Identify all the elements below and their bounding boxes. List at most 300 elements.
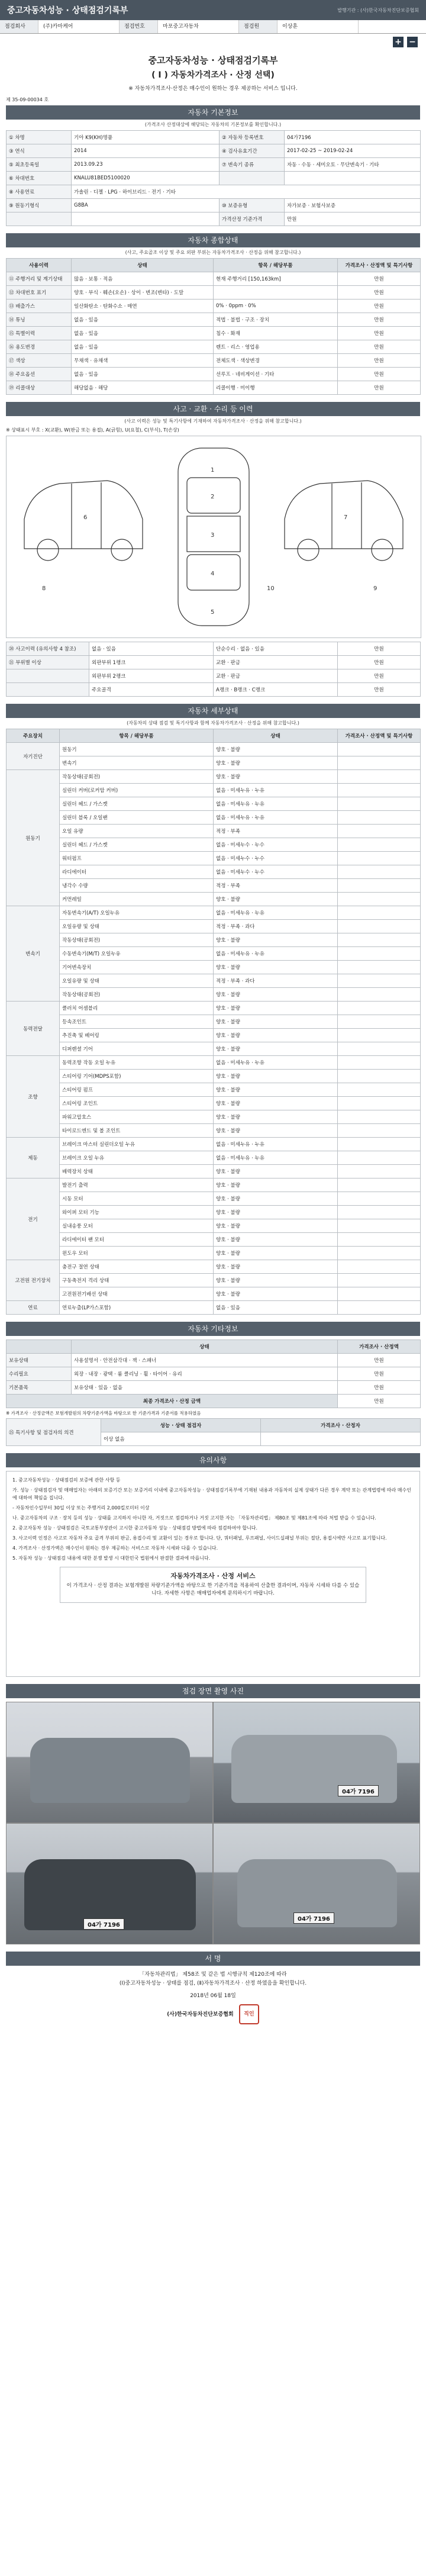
cell-label	[220, 172, 285, 185]
table-row	[7, 1151, 421, 1165]
table-row	[7, 1395, 421, 1408]
item-state: 양호 · 불량	[214, 743, 338, 756]
item-state: 양호 · 불량	[214, 961, 338, 974]
item-state: 없음 · 미세누수 · 누수	[214, 865, 338, 879]
info-value: (주)카마케어	[38, 20, 120, 33]
region-label: 10	[267, 585, 275, 592]
table-row	[7, 340, 421, 354]
official-seal: 직인	[239, 2004, 259, 2024]
item-label: 타이로드엔드 및 볼 조인트	[60, 1124, 214, 1138]
total-unit: 만원	[338, 1395, 421, 1408]
section-detail-title: 자동차 세부상태	[6, 704, 420, 718]
summary-table	[6, 258, 421, 395]
cell-value: 없음 · 있음	[72, 340, 214, 354]
cell-value: 무채색 · 유채색	[72, 354, 214, 368]
item-price	[338, 756, 421, 770]
form-heading	[0, 50, 426, 96]
item-state: 적정 · 부족 · 과다	[214, 974, 338, 988]
cell-value: 가솔린 · 디젤 · LPG · 하이브리드 · 전기 · 기타	[72, 185, 421, 199]
section-sign-title: 서 명	[6, 1952, 420, 1966]
zoom-out-button[interactable]: −	[407, 37, 418, 47]
item-label: 스티어링 기어(MDPS포함)	[60, 1070, 214, 1083]
table-row	[7, 669, 421, 683]
item-state: 양호 · 불량	[214, 1247, 338, 1260]
cell-value: 보유상태 · 있음 · 없음	[72, 1381, 338, 1395]
cell-value: 사용설명서 · 안전삼각대 · 잭 · 스패너	[72, 1354, 338, 1367]
notice-paragraph: 2. 중고자동차 성능 · 상태점검은 국토교통부장관이 고시한 중고자동차 성능 · 상태점검 방법에 따라 점검하여야 합니다.	[12, 1525, 258, 1531]
inspection-info-row	[0, 20, 426, 34]
table-row	[7, 656, 421, 669]
table-row	[7, 381, 421, 395]
device-group-label: 원동기	[7, 770, 60, 906]
zoom-tools	[0, 34, 426, 50]
item-price	[338, 1042, 421, 1056]
cell-label: ② 자동차 등록번호	[220, 131, 285, 144]
item-price	[338, 1083, 421, 1097]
table-header-row	[7, 1340, 421, 1354]
valuation-service-box	[60, 1567, 366, 1603]
table-row	[7, 797, 421, 811]
table-row	[7, 286, 421, 300]
cell-label: ⑭ 튜닝	[7, 313, 72, 327]
item-label: 추진축 및 베어링	[60, 1029, 214, 1042]
cell-label: 가격산정 기준가격	[220, 212, 285, 226]
sign-line: (Ⅰ)중고자동차성능 · 상태를 점검, (Ⅱ)자동차가격조사 · 산정 하였음을 확인합니다.	[119, 1981, 307, 1986]
item-label: 원동기	[60, 743, 214, 756]
cell-label: 기본품목	[7, 1381, 72, 1395]
table-row	[7, 300, 421, 313]
cell-value: 외판부위 2랭크	[89, 669, 214, 683]
device-group-label: 전기	[7, 1178, 60, 1260]
item-price	[338, 933, 421, 947]
license-plate: 04가 7196	[83, 1918, 124, 1930]
table-row	[7, 327, 421, 340]
table-row	[7, 865, 421, 879]
cell-value	[214, 286, 338, 300]
item-price	[338, 1029, 421, 1042]
cell-value: 전체도색 · 색상변경	[214, 354, 338, 368]
column-header: 성능 · 상태 점검자	[101, 1419, 261, 1432]
item-price	[338, 1165, 421, 1178]
notice-text	[6, 1471, 420, 1677]
device-group-label: 자기진단	[7, 743, 60, 770]
zoom-in-button[interactable]: +	[393, 37, 404, 47]
sign-date: 2018년 06월 18일	[190, 1993, 236, 1999]
cell-label: ⑱ 주요옵션	[7, 368, 72, 381]
region-label: 8	[42, 585, 46, 592]
section-summary-note: (사고, 주요골조 이상 및 주요 외판 부위는 자동차가격조사 · 산정을 위해 참고합니다.)	[125, 250, 301, 255]
table-row	[7, 920, 421, 933]
cell-label: ④ 검사유효기간	[220, 144, 285, 158]
item-price	[338, 784, 421, 797]
item-label: 오일 유량	[60, 825, 214, 838]
table-row	[7, 368, 421, 381]
item-state: 양호 · 불량	[214, 1287, 338, 1301]
cell-price: 만원	[338, 327, 421, 340]
region-label: 9	[373, 585, 377, 592]
notice-paragraph: - 자동차인수일부터 30일 이상 또는 주행거리 2,000킬로미터 이상	[12, 1505, 150, 1511]
item-state: 없음 · 미세누유 · 누유	[214, 947, 338, 961]
table-row	[7, 811, 421, 825]
item-state: 양호 · 불량	[214, 1124, 338, 1138]
cell-value: 2013.09.23	[72, 158, 220, 172]
item-price	[338, 838, 421, 852]
cell-value: 자동 · 수동 · 세미오토 · 무단변속기 · 기타	[285, 158, 421, 172]
section-notice-title: 유의사항	[6, 1453, 420, 1467]
table-row	[7, 158, 421, 172]
item-state: 적정 · 부족	[214, 879, 338, 893]
cell-label: ⑧ 사용연료	[7, 185, 72, 199]
photo-front	[6, 1823, 213, 1944]
cell-value	[285, 172, 421, 185]
item-price	[338, 1070, 421, 1083]
item-state: 없음 · 미세누유 · 누유	[214, 811, 338, 825]
table-row	[7, 1287, 421, 1301]
item-state: 양호 · 불량	[214, 893, 338, 906]
item-label: 스티어링 조인트	[60, 1097, 214, 1110]
cell-label	[7, 212, 72, 226]
cell-value: 많음 · 보통 · 적음	[72, 272, 214, 286]
cell-value: G8BA	[72, 199, 220, 212]
table-row	[7, 185, 421, 199]
item-label: 워터펌프	[60, 852, 214, 865]
cell-value: 일산화탄소 · 탄화수소 · 매연	[72, 300, 214, 313]
item-label: 수동변속기(M/T) 오일누유	[60, 947, 214, 961]
table-row	[7, 1002, 421, 1015]
column-header: 상태	[72, 259, 214, 272]
table-row	[7, 172, 421, 185]
item-state: 양호 · 불량	[214, 933, 338, 947]
table-row	[7, 1274, 421, 1287]
item-label: 오일유량 및 상태	[60, 920, 214, 933]
notice-paragraph: 4. 가격조사 · 산정가액은 매수인이 원하는 경우 제공하는 서비스로 자동차 시세와 다를 수 있습니다.	[12, 1545, 218, 1551]
column-header: 항목 / 해당부품	[214, 259, 338, 272]
item-price	[338, 1138, 421, 1151]
cell-value: 렌트 · 리스 · 영업용	[214, 340, 338, 354]
item-label: 작동상태(공회전)	[60, 770, 214, 784]
cell-label: ⑪ 주행거리 및 계기상태	[7, 272, 72, 286]
info-label: 점검회사	[0, 20, 38, 33]
device-group-label: 변속기	[7, 906, 60, 1002]
cell-label: ⑨ 원동기형식	[7, 199, 72, 212]
device-group-label: 조향	[7, 1056, 60, 1138]
cell-label: ⑬ 배출가스	[7, 300, 72, 313]
item-state: 없음 · 미세누수 · 누수	[214, 852, 338, 865]
table-row	[7, 1110, 421, 1124]
section-photos-title: 점검 장면 촬영 사진	[6, 1684, 420, 1698]
item-state: 양호 · 불량	[214, 1206, 338, 1219]
table-row	[7, 933, 421, 947]
cell-value: 0% · 0ppm · 0%	[214, 300, 338, 313]
cell-label: ⑲ 리콜대상	[7, 381, 72, 395]
cell-label: ⑯ 용도변경	[7, 340, 72, 354]
item-state: 양호 · 불량	[214, 1274, 338, 1287]
table-row	[7, 1138, 421, 1151]
cell-price: 만원	[338, 1354, 421, 1367]
table-row	[7, 974, 421, 988]
item-price	[338, 743, 421, 756]
region-label: 6	[83, 514, 88, 521]
cell-label: 수리필요	[7, 1367, 72, 1381]
cell-price: 만원	[338, 300, 421, 313]
basic-info-table	[6, 130, 421, 226]
table-row	[7, 947, 421, 961]
table-row	[7, 1301, 421, 1315]
item-state: 없음 · 미세누유 · 누유	[214, 1056, 338, 1070]
item-label: 작동상태(공회전)	[60, 933, 214, 947]
cell-price: 만원	[338, 368, 421, 381]
item-price	[338, 1206, 421, 1219]
item-state: 양호 · 불량	[214, 1165, 338, 1178]
issuer-text: 발행기관 : (사)한국자동차진단보증협회	[337, 7, 419, 13]
item-price	[338, 811, 421, 825]
item-label: 연료누출(LP가스포함)	[60, 1301, 214, 1315]
item-state: 적정 · 부족 · 과다	[214, 920, 338, 933]
item-label: 클러치 어셈블리	[60, 1002, 214, 1015]
sign-org: (사)한국자동차진단보증협회	[167, 2011, 234, 2018]
table-row	[7, 1165, 421, 1178]
region-label: 5	[211, 609, 215, 616]
detail-table	[6, 729, 421, 1315]
column-header: 사용이력	[7, 259, 72, 272]
item-label: 실린더 블록 / 오일팬	[60, 811, 214, 825]
cell-value: A랭크 · B랭크 · C랭크	[214, 683, 338, 697]
notice-paragraph: 가. 성능 · 상태점검자 및 매매업자는 아래의 보증기간 또는 보증거리 이내에 중고자동차성능 · 상태점검기록부에 기재된 내용과 자동차의 실제 상태가 다른 경우 계약 또는 관계법령에 따라 매수인에 대하여 책임을 집니다.	[12, 1487, 411, 1500]
item-state: 양호 · 불량	[214, 1029, 338, 1042]
item-label: 브레이크 오일 누유	[60, 1151, 214, 1165]
item-state: 양호 · 불량	[214, 1260, 338, 1274]
item-state: 양호 · 불량	[214, 1233, 338, 1247]
item-price	[338, 1056, 421, 1070]
item-state: 없음 · 미세누유 · 누유	[214, 1151, 338, 1165]
table-row	[7, 1056, 421, 1070]
table-row	[7, 1367, 421, 1381]
item-price	[338, 770, 421, 784]
item-label: 작동상태(공회전)	[60, 988, 214, 1002]
item-price	[338, 961, 421, 974]
column-header: 가격조사 · 산정액 및 특기사항	[338, 729, 421, 743]
section-accident-note: (사고 이력은 성능 및 특기사항에 기재하여 자동차가격조사 · 산정을 위해 참고합니다.)	[124, 418, 302, 424]
item-price	[338, 906, 421, 920]
table-header-row	[7, 259, 421, 272]
accident-table	[6, 642, 421, 697]
item-state: 없음 · 미세누유 · 누유	[214, 797, 338, 811]
sign-org-wrap	[0, 2004, 426, 2024]
item-label: 스티어링 펌프	[60, 1083, 214, 1097]
item-price	[338, 1097, 421, 1110]
item-price	[338, 865, 421, 879]
item-label: 동력조향 작동 오일 누유	[60, 1056, 214, 1070]
item-label: 실린더 커버(로커암 커버)	[60, 784, 214, 797]
cell-value: 교환 · 판금	[214, 656, 338, 669]
item-label: 변속기	[60, 756, 214, 770]
table-row	[7, 825, 421, 838]
table-row	[7, 838, 421, 852]
cell-value: 주요골격	[89, 683, 214, 697]
item-price	[338, 1274, 421, 1287]
table-row	[7, 784, 421, 797]
car-outline-svg	[7, 436, 421, 637]
item-price	[338, 1233, 421, 1247]
item-price	[338, 974, 421, 988]
car-shape	[30, 1738, 190, 1803]
cell-value: 적법 · 불법 · 구조 · 장치	[214, 313, 338, 327]
notice-paragraph: 3. 사고이력 인정은 사고로 자동차 주요 골격 부위의 판금, 용접수리 및 교환이 있는 경우로 합니다. 단, 쿼터패널, 루프패널, 사이드실패널 부위는 절단, 용접시에만 사고로 표기합니다.	[12, 1535, 387, 1541]
table-row	[7, 131, 421, 144]
photo-rear	[213, 1823, 420, 1944]
item-state: 양호 · 불량	[214, 1178, 338, 1192]
item-state: 양호 · 불량	[214, 1097, 338, 1110]
cell-price: 만원	[338, 1381, 421, 1395]
special-label: ㉕ 특기사항 및 점검자의 의견	[7, 1419, 101, 1446]
cell-value: 현재 주행거리 [150,163km]	[214, 272, 338, 286]
item-price	[338, 1287, 421, 1301]
item-price	[338, 1301, 421, 1315]
item-label: 배력장치 상태	[60, 1165, 214, 1178]
item-label: 시동 모터	[60, 1192, 214, 1206]
item-label: 등속조인트	[60, 1015, 214, 1029]
cell-price: 만원	[338, 669, 421, 683]
license-plate: 04가 7196	[293, 1912, 334, 1924]
item-label: 냉각수 수량	[60, 879, 214, 893]
cell-value: KNALU81BED5100020	[72, 172, 220, 185]
cell-label: ⑦ 변속기 종류	[220, 158, 285, 172]
table-row	[7, 1042, 421, 1056]
sign-line: 「자동차관리법」 제58조 및 같은 법 시행규칙 제120조에 따라	[139, 1972, 287, 1978]
item-state: 양호 · 불량	[214, 1083, 338, 1097]
item-label: 파워고압호스	[60, 1110, 214, 1124]
cell-value: 외장 · 내장 · 광택 · 룸 클리닝 · 휠 · 타이어 · 유리	[72, 1367, 338, 1381]
item-price	[338, 825, 421, 838]
item-price	[338, 1110, 421, 1124]
item-state: 양호 · 불량	[214, 1002, 338, 1015]
section-summary-title: 자동차 종합상태	[6, 233, 420, 247]
table-row	[7, 313, 421, 327]
item-state: 양호 · 불량	[214, 1219, 338, 1233]
item-label: 실내송풍 모터	[60, 1219, 214, 1233]
cell-price: 만원	[338, 340, 421, 354]
item-label: 라디에이터 팬 모터	[60, 1233, 214, 1247]
item-label: 커먼레일	[60, 893, 214, 906]
item-label: 실린더 헤드 / 가스켓	[60, 797, 214, 811]
cell-value: 해당없음 · 해당	[72, 381, 214, 395]
cell-label: ⑰ 색상	[7, 354, 72, 368]
table-row	[7, 212, 421, 226]
item-state: 양호 · 불량	[214, 1110, 338, 1124]
form-subtitle: ( Ⅰ ) 자동차가격조사 · 산정 선택)	[151, 70, 275, 80]
cell-value: 없음 · 있음	[89, 642, 214, 656]
item-price	[338, 797, 421, 811]
car-diagram	[6, 436, 421, 638]
cell-value: 2017-02-25 ~ 2019-02-24	[285, 144, 421, 158]
item-label: 발전기 출력	[60, 1178, 214, 1192]
form-title: 중고자동차성능 · 상태점검기록부	[148, 55, 278, 66]
special-value: 이상 없음	[101, 1432, 261, 1446]
table-row	[7, 642, 421, 656]
cell-price: 만원	[338, 313, 421, 327]
cell-value: 기아 K9(KH)명품	[72, 131, 220, 144]
table-row	[7, 1354, 421, 1367]
cell-price: 만원	[338, 286, 421, 300]
item-label: 라디에이터	[60, 865, 214, 879]
cell-price: 만원	[338, 656, 421, 669]
cell-value: 없음 · 있음	[72, 313, 214, 327]
photo-front-left	[6, 1702, 213, 1823]
item-label: 오일유량 및 상태	[60, 974, 214, 988]
column-header: 항목 / 해당부품	[60, 729, 214, 743]
device-group-label: 고전원 전기장치	[7, 1260, 60, 1301]
table-row	[7, 683, 421, 697]
item-price	[338, 1124, 421, 1138]
table-row	[7, 1015, 421, 1029]
cell-label	[7, 669, 89, 683]
item-price	[338, 1247, 421, 1260]
cell-value: 외판부위 1랭크	[89, 656, 214, 669]
item-state: 양호 · 불량	[214, 1042, 338, 1056]
table-row	[7, 1260, 421, 1274]
table-row	[7, 1381, 421, 1395]
cell-value: 자가보증 · 보험사보증	[285, 199, 421, 212]
region-label: 3	[211, 532, 215, 539]
region-label: 7	[344, 514, 348, 521]
item-price	[338, 920, 421, 933]
item-state: 없음 · 미세누유 · 누유	[214, 1138, 338, 1151]
cell-label: ⑳ 사고이력 (유의사항 4 참조)	[7, 642, 89, 656]
device-group-label: 동력전달	[7, 1002, 60, 1056]
cell-label: ③ 연식	[7, 144, 72, 158]
notice-paragraph: 1. 중고자동차성능 · 상태점검의 보증에 관한 사항 등	[12, 1477, 121, 1483]
item-label: 디퍼렌셜 기어	[60, 1042, 214, 1056]
table-row	[7, 1029, 421, 1042]
device-group-label: 연료	[7, 1301, 60, 1315]
item-price	[338, 893, 421, 906]
cell-label: 보유상태	[7, 1354, 72, 1367]
table-row	[7, 879, 421, 893]
notice-paragraph: 5. 자동차 성능 · 상태점검 내용에 대한 분쟁 발생 시 대한민국 법원에서 판결한 결과에 따릅니다.	[12, 1556, 211, 1561]
item-label: 고전원전기배선 상태	[60, 1287, 214, 1301]
cell-price: 만원	[338, 642, 421, 656]
item-state: 적정 · 부족	[214, 825, 338, 838]
item-label: 실린더 헤드 / 가스켓	[60, 838, 214, 852]
table-row	[7, 961, 421, 974]
item-price	[338, 1260, 421, 1274]
item-label: 와이퍼 모터 기능	[60, 1206, 214, 1219]
table-row	[7, 906, 421, 920]
table-row	[7, 1233, 421, 1247]
table-row	[7, 354, 421, 368]
photo-rear-right	[213, 1702, 420, 1823]
cell-label: ⑮ 특별이력	[7, 327, 72, 340]
table-row	[7, 893, 421, 906]
region-label: 1	[211, 467, 215, 474]
cell-label: ⑥ 차대번호	[7, 172, 72, 185]
form-note: ※ 자동차가격조사·산정은 매수인이 원하는 경우 제공하는 서비스 입니다.	[128, 86, 298, 92]
item-state: 없음 · 미세누유 · 누유	[214, 906, 338, 920]
cell-value: 04가7196	[285, 131, 421, 144]
item-state: 양호 · 불량	[214, 770, 338, 784]
table-row	[7, 756, 421, 770]
section-accident-title: 사고 · 교환 · 수리 등 이력	[6, 402, 420, 416]
doc-number: 제 35-09-00034 호	[6, 97, 49, 102]
column-header: 상태	[214, 729, 338, 743]
table-row	[7, 1178, 421, 1192]
table-row	[7, 743, 421, 756]
table-header-row	[7, 729, 421, 743]
region-label: 2	[211, 494, 215, 500]
table-row	[7, 199, 421, 212]
device-group-label: 제동	[7, 1138, 60, 1178]
notice-paragraph: 나. 중고자동차의 구조 · 장치 등의 성능 · 상태를 고지하지 아니한 자, 거짓으로 점검하거나 거짓 고지한 자는 「자동차관리법」 제80조 및 제81조에 따라 처벌 받을 수 있습니다.	[12, 1515, 376, 1521]
